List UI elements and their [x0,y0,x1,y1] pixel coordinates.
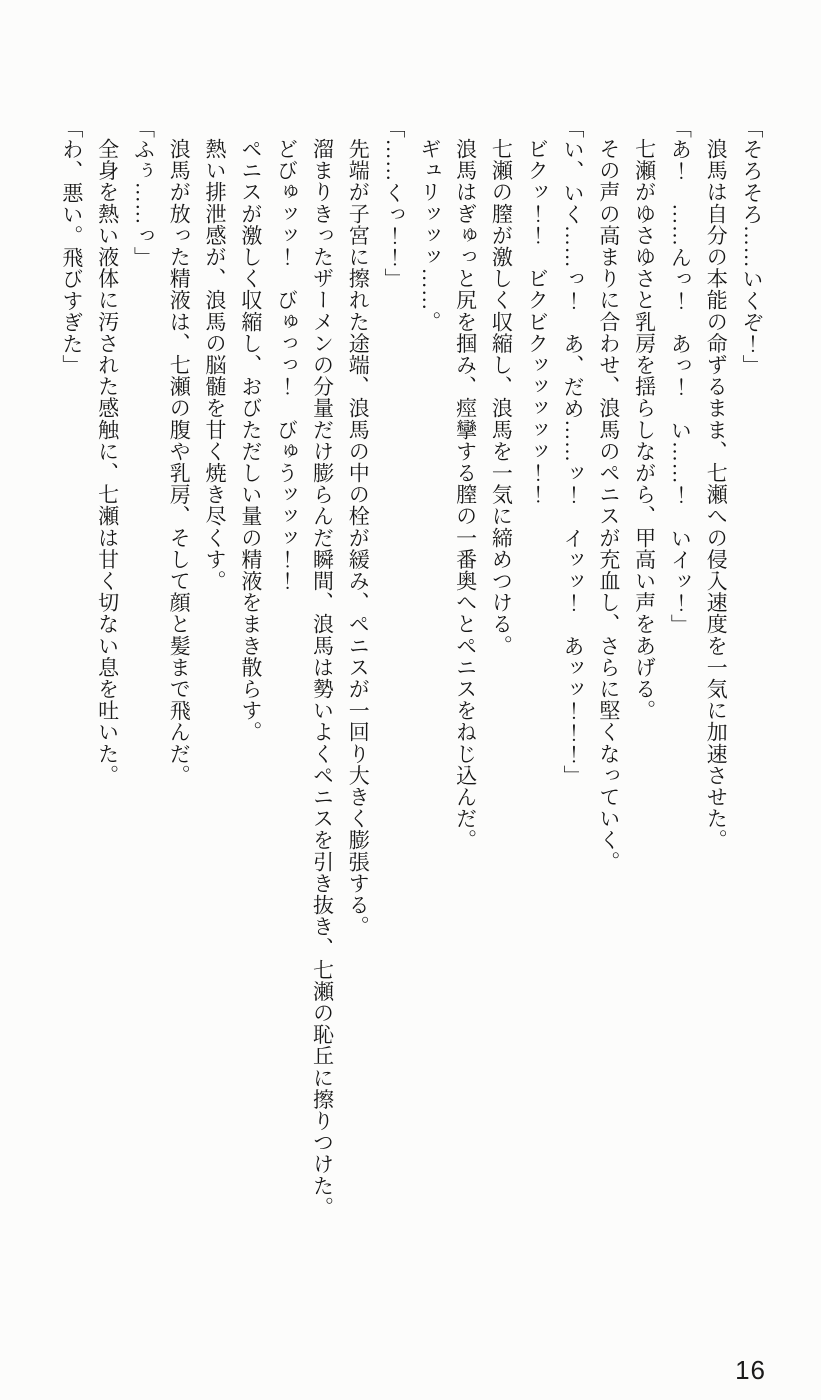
vertical-text-block [53,117,769,1259]
paragraph-narration: 溜まりきったザーメンの分量だけ膨らんだ瞬間、浪馬は勢いよくペニスを引き抜き、七瀬の恥丘に擦りつけた。 [310,138,335,1218]
paragraph-narration: 浪馬が放った精液は、七瀬の腹や乳房、そして顔と髪まで飛んだ。 [167,138,192,786]
paragraph-narration: 先端が子宮に擦れた途端、浪馬の中の栓が緩み、ペニスが一回り大きく膨張する。 [346,138,371,938]
paragraph-narration: 熱い排泄感が、浪馬の脳髄を甘く焼き尽くす。 [203,138,228,592]
paragraph-narration: ペニスが激しく収縮し、おびただしい量の精液をまき散らす。 [238,138,263,743]
paragraph-sfx: ギュリッッッ……。 [417,138,442,333]
paragraph-sfx: どびゅッッ！ びゅっっ！ びゅうッッッ！！ [274,138,299,592]
paragraph-dialogue: 「……くっ！！」 [382,117,407,290]
page-number: 16 [735,1355,766,1385]
paragraph-narration: 七瀬がゆさゆさと乳房を揺らしながら、甲高い声をあげる。 [632,138,657,722]
paragraph-dialogue: 「い、いく……っ！ あ、だめ……ッ！ イッッ！ あッッ！！！」 [561,117,586,787]
paragraph-dialogue: 「ふぅ……っ」 [131,117,156,269]
paragraph-narration: 七瀬の膣が激しく収縮し、浪馬を一気に締めつける。 [489,138,514,657]
paragraph-dialogue: 「わ、悪い。飛びすぎた」 [59,117,84,377]
paragraph-narration: 浪馬は自分の本能の命ずるまま、七瀬への侵入速度を一気に加速させた。 [704,138,729,851]
paragraph-narration: その声の高まりに合わせ、浪馬のペニスが充血し、さらに堅くなっていく。 [596,138,621,873]
paragraph-narration: 浪馬はぎゅっと尻を掴み、痙攣する膣の一番奥へとペニスをねじ込んだ。 [453,138,478,851]
paragraph-narration: 全身を熱い液体に汚された感触に、七瀬は甘く切ない息を吐いた。 [95,138,120,786]
paragraph-sfx: ビクッ！！ ビクビクッッッッッ！！ [525,138,550,506]
paragraph-dialogue: 「あ！ ……んっ！ あっ！ い……！ いイッ！」 [668,117,693,636]
paragraph-dialogue: 「そろそろ……いくぞ！」 [740,117,764,377]
